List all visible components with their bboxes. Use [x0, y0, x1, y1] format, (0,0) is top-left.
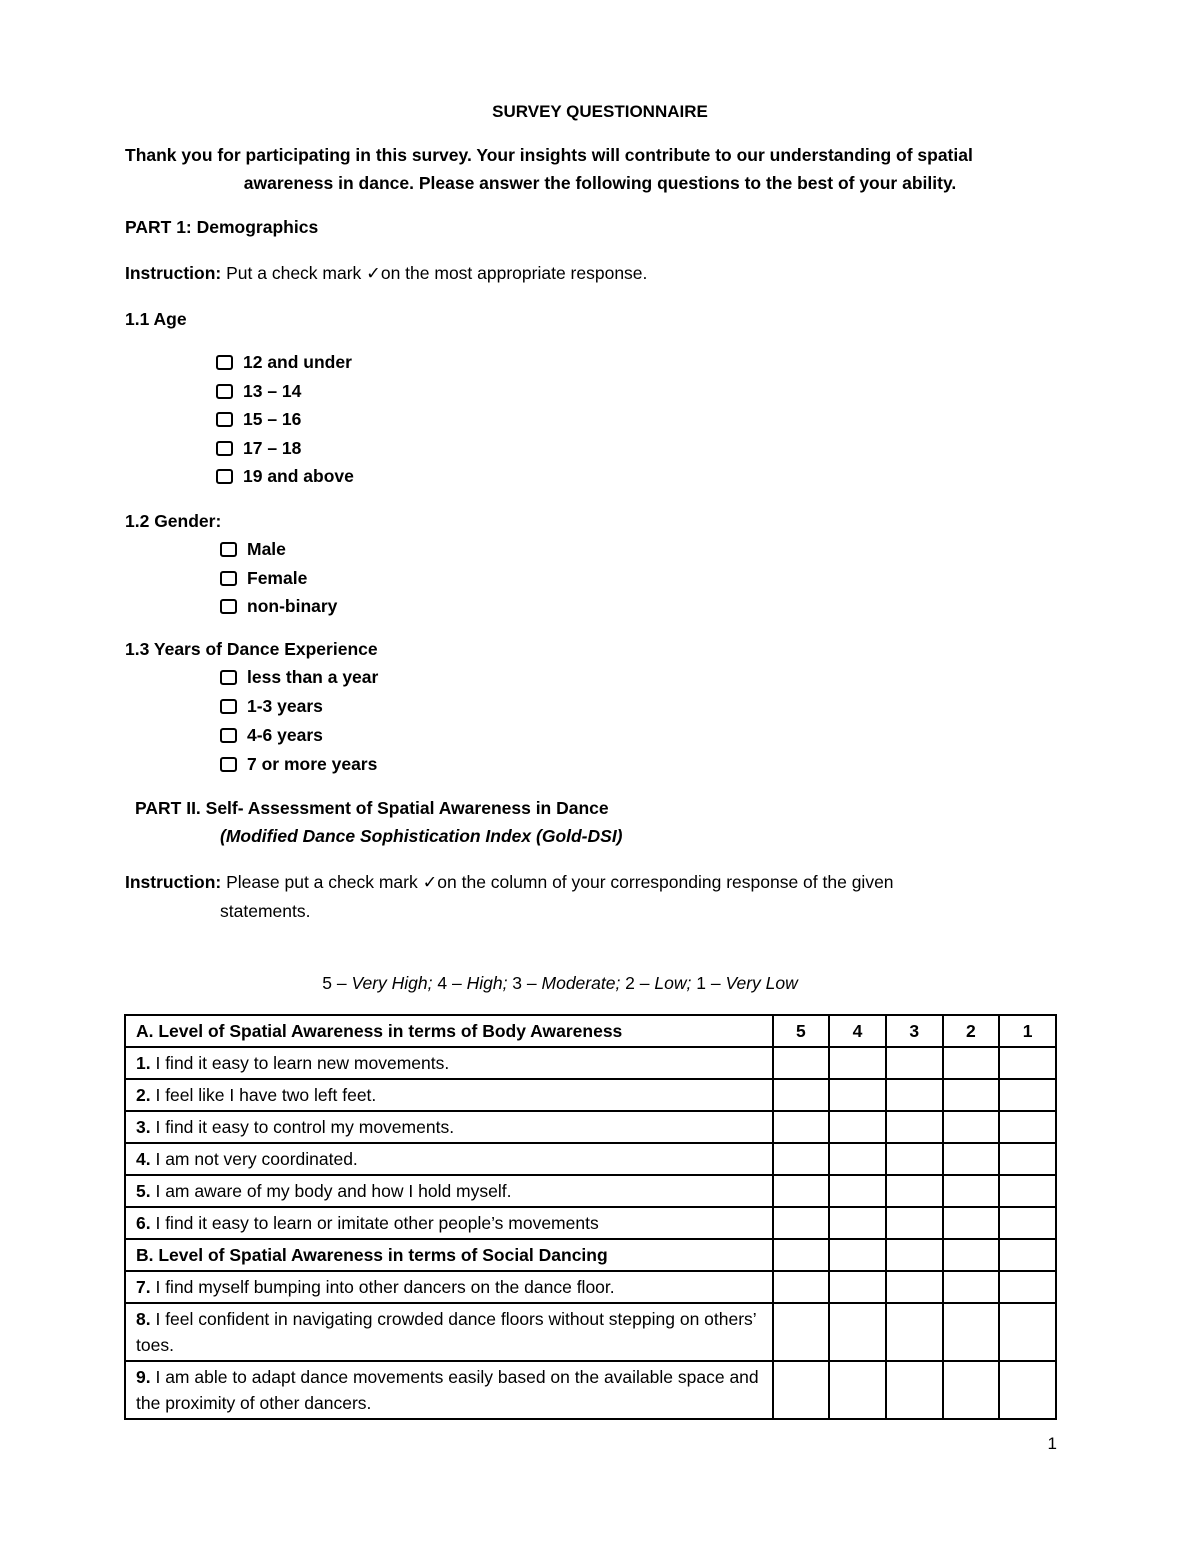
table-row: [125, 1303, 1056, 1361]
page-title: SURVEY QUESTIONNAIRE: [492, 102, 708, 121]
checkbox-icon[interactable]: [216, 469, 233, 484]
statement-text: I am aware of my body and how I hold myself.: [150, 1181, 512, 1201]
checkbox-icon[interactable]: [216, 412, 233, 427]
instruction-label: Instruction:: [125, 872, 222, 892]
rating-cell[interactable]: [773, 1361, 830, 1419]
checkbox-icon[interactable]: [216, 355, 233, 370]
age-option[interactable]: [216, 409, 301, 430]
checkbox-icon[interactable]: [220, 599, 237, 614]
rating-cell[interactable]: [829, 1111, 886, 1143]
table-row: [125, 1175, 1056, 1207]
age-option[interactable]: [216, 381, 301, 402]
part2-subheading: (Modified Dance Sophistication Index (Gold-DSI): [220, 826, 623, 846]
rating-cell[interactable]: [943, 1047, 1000, 1079]
statement-cell: [125, 1303, 773, 1361]
rating-cell[interactable]: [829, 1047, 886, 1079]
checkbox-icon[interactable]: [220, 728, 237, 743]
rating-scale-legend: [0, 973, 1120, 994]
rating-cell[interactable]: [886, 1303, 943, 1361]
rating-cell[interactable]: [773, 1175, 830, 1207]
gender-option[interactable]: [220, 568, 307, 589]
rating-table: [124, 1014, 1057, 1420]
rating-cell[interactable]: [999, 1239, 1056, 1271]
rating-cell[interactable]: [829, 1271, 886, 1303]
instruction-text-end: on the column of your corresponding response of the given: [437, 872, 894, 892]
table-row: [125, 1111, 1056, 1143]
gender-option[interactable]: [220, 539, 286, 560]
rating-cell[interactable]: [829, 1079, 886, 1111]
column-header: 2: [943, 1015, 1000, 1047]
gender-option[interactable]: [220, 596, 337, 617]
table-row: [125, 1361, 1056, 1419]
age-option[interactable]: [216, 352, 352, 373]
rating-cell[interactable]: [829, 1175, 886, 1207]
statement-number: 2.: [136, 1085, 151, 1105]
rating-cell[interactable]: [999, 1079, 1056, 1111]
instruction-on: on: [380, 263, 401, 283]
rating-cell[interactable]: [943, 1079, 1000, 1111]
experience-option-label: 1-3 years: [247, 696, 323, 716]
rating-cell[interactable]: [829, 1303, 886, 1361]
page-number: 1: [1047, 1434, 1057, 1453]
rating-cell[interactable]: [773, 1079, 830, 1111]
scale-separator: –: [705, 973, 726, 993]
rating-cell[interactable]: [886, 1175, 943, 1207]
gender-option-label: Male: [247, 539, 286, 559]
rating-cell[interactable]: [943, 1361, 1000, 1419]
section-header: A. Level of Spatial Awareness in terms of Body Awareness: [125, 1015, 773, 1047]
rating-cell[interactable]: [773, 1271, 830, 1303]
instruction-text: Please put a check mark: [221, 872, 423, 892]
scale-number: 4: [432, 973, 448, 993]
rating-cell[interactable]: [886, 1207, 943, 1239]
checkbox-icon[interactable]: [216, 384, 233, 399]
statement-text: I find it easy to learn new movements.: [150, 1053, 450, 1073]
scale-number: 5: [322, 973, 332, 993]
scale-label: Moderate;: [541, 973, 621, 993]
experience-label: 1.3 Years of Dance Experience: [125, 639, 378, 659]
table-row: [125, 1143, 1056, 1175]
statement-number: 5.: [136, 1181, 151, 1201]
statement-cell: [125, 1175, 773, 1207]
rating-cell[interactable]: [829, 1207, 886, 1239]
experience-option[interactable]: [220, 725, 323, 746]
statement-cell: [125, 1207, 773, 1239]
table-header-row: [125, 1015, 1056, 1047]
checkbox-icon[interactable]: [216, 441, 233, 456]
statement-number: 8.: [136, 1309, 151, 1329]
rating-cell[interactable]: [886, 1271, 943, 1303]
rating-cell[interactable]: [943, 1175, 1000, 1207]
rating-cell[interactable]: [886, 1047, 943, 1079]
column-header: 1: [999, 1015, 1056, 1047]
statement-cell: [125, 1271, 773, 1303]
scale-label: Low;: [654, 973, 692, 993]
statement-number: 6.: [136, 1213, 151, 1233]
scale-label: High;: [466, 973, 508, 993]
part1-instruction: [125, 263, 647, 284]
statement-text: I am not very coordinated.: [150, 1149, 358, 1169]
rating-cell[interactable]: [773, 1047, 830, 1079]
age-label: 1.1 Age: [125, 309, 187, 329]
table-row: [125, 1047, 1056, 1079]
gender-option-label: Female: [247, 567, 308, 588]
checkbox-icon[interactable]: [220, 757, 237, 772]
part2-instruction: [125, 872, 894, 893]
statement-text: I find it easy to control my movements.: [150, 1117, 455, 1137]
scale-separator: –: [634, 973, 655, 993]
column-header: 3: [886, 1015, 943, 1047]
experience-option-label: less than a year: [247, 667, 379, 687]
rating-cell[interactable]: [999, 1175, 1056, 1207]
table-header-row: [125, 1239, 1056, 1271]
instruction-text-end: the most appropriate response.: [400, 263, 648, 283]
statement-text: I find it easy to learn or imitate other people’s movements: [150, 1213, 599, 1233]
part2-heading: PART II. Self- Assessment of Spatial Awareness in Dance: [135, 798, 609, 818]
age-option[interactable]: [216, 466, 354, 487]
statement-text: I feel confident in navigating crowded dance floors without stepping on others’ toes.: [136, 1309, 757, 1355]
statement-number: 4.: [136, 1149, 151, 1169]
scale-label: Very High;: [351, 973, 433, 993]
statement-number: 1.: [136, 1053, 151, 1073]
rating-cell[interactable]: [999, 1143, 1056, 1175]
statement-cell: [125, 1111, 773, 1143]
check-mark-icon: ✓: [366, 263, 381, 283]
table-row: [125, 1207, 1056, 1239]
rating-cell[interactable]: [829, 1239, 886, 1271]
rating-cell[interactable]: [999, 1207, 1056, 1239]
rating-cell[interactable]: [999, 1361, 1056, 1419]
scale-number: 2: [620, 973, 635, 993]
scale-separator: –: [331, 973, 352, 993]
experience-option-label: 4-6 years: [247, 725, 323, 745]
part1-heading: PART 1: Demographics: [125, 217, 319, 237]
checkbox-icon[interactable]: [220, 542, 237, 557]
experience-option[interactable]: [220, 696, 323, 717]
statement-number: 3.: [136, 1117, 151, 1137]
rating-cell[interactable]: [943, 1143, 1000, 1175]
rating-cell[interactable]: [943, 1271, 1000, 1303]
statement-text: I am able to adapt dance movements easily based on the available space and the proximity of other dancers.: [136, 1367, 759, 1413]
age-option-label: 19 and above: [243, 466, 354, 486]
rating-cell[interactable]: [886, 1143, 943, 1175]
scale-separator: –: [447, 973, 467, 993]
experience-option-label: 7 or more years: [247, 754, 378, 774]
rating-cell[interactable]: [773, 1207, 830, 1239]
rating-cell[interactable]: [943, 1207, 1000, 1239]
checkbox-icon[interactable]: [220, 571, 237, 586]
instruction-label: Instruction:: [125, 263, 222, 283]
rating-cell[interactable]: [999, 1271, 1056, 1303]
checkbox-icon[interactable]: [220, 699, 237, 714]
rating-cell[interactable]: [886, 1111, 943, 1143]
rating-cell[interactable]: [773, 1239, 830, 1271]
statement-cell: [125, 1143, 773, 1175]
rating-cell[interactable]: [829, 1143, 886, 1175]
experience-option[interactable]: [220, 754, 377, 775]
gender-label: 1.2 Gender:: [125, 511, 222, 531]
rating-cell[interactable]: [886, 1361, 943, 1419]
age-option-label: 12 and under: [243, 352, 352, 372]
rating-cell[interactable]: [886, 1079, 943, 1111]
rating-cell[interactable]: [943, 1239, 1000, 1271]
part2-instruction-line2: statements.: [220, 901, 311, 921]
rating-cell[interactable]: [999, 1047, 1056, 1079]
checkbox-icon[interactable]: [220, 670, 237, 685]
scale-number: 3: [507, 973, 523, 993]
age-option-label: 17 – 18: [243, 437, 302, 458]
rating-cell[interactable]: [999, 1303, 1056, 1361]
gender-option-label: non-binary: [247, 596, 338, 616]
rating-cell[interactable]: [999, 1111, 1056, 1143]
rating-cell[interactable]: [773, 1111, 830, 1143]
instruction-text: Put a check mark: [221, 263, 367, 283]
column-header: 4: [829, 1015, 886, 1047]
age-option-label: 15 – 16: [243, 409, 302, 429]
statement-text: I find myself bumping into other dancers on the dance floor.: [150, 1277, 615, 1297]
table-row: [125, 1271, 1056, 1303]
rating-cell[interactable]: [773, 1143, 830, 1175]
intro-line-1: Thank you for participating in this survey. Your insights will contribute to our understanding of spatial: [125, 145, 973, 165]
statement-cell: [125, 1047, 773, 1079]
statement-number: 9.: [136, 1367, 151, 1387]
statement-number: 7.: [136, 1277, 151, 1297]
table-row: [125, 1079, 1056, 1111]
intro-line-2: awareness in dance. Please answer the following questions to the best of your ability.: [243, 173, 957, 193]
column-header: 5: [773, 1015, 830, 1047]
statement-cell: [125, 1361, 773, 1419]
scale-separator: –: [522, 973, 542, 993]
rating-cell[interactable]: [886, 1239, 943, 1271]
experience-option[interactable]: [220, 667, 378, 688]
scale-number: 1: [691, 973, 706, 993]
rating-cell[interactable]: [943, 1303, 1000, 1361]
section-header: B. Level of Spatial Awareness in terms of Social Dancing: [125, 1239, 773, 1271]
statement-cell: [125, 1079, 773, 1111]
statement-text: I feel like I have two left feet.: [150, 1085, 377, 1105]
age-option[interactable]: [216, 438, 301, 459]
age-option-label: 13 – 14: [243, 380, 302, 401]
rating-cell[interactable]: [829, 1361, 886, 1419]
rating-cell[interactable]: [943, 1111, 1000, 1143]
rating-cell[interactable]: [773, 1303, 830, 1361]
check-mark-icon: ✓: [422, 872, 438, 892]
scale-label: Very Low: [725, 973, 798, 993]
